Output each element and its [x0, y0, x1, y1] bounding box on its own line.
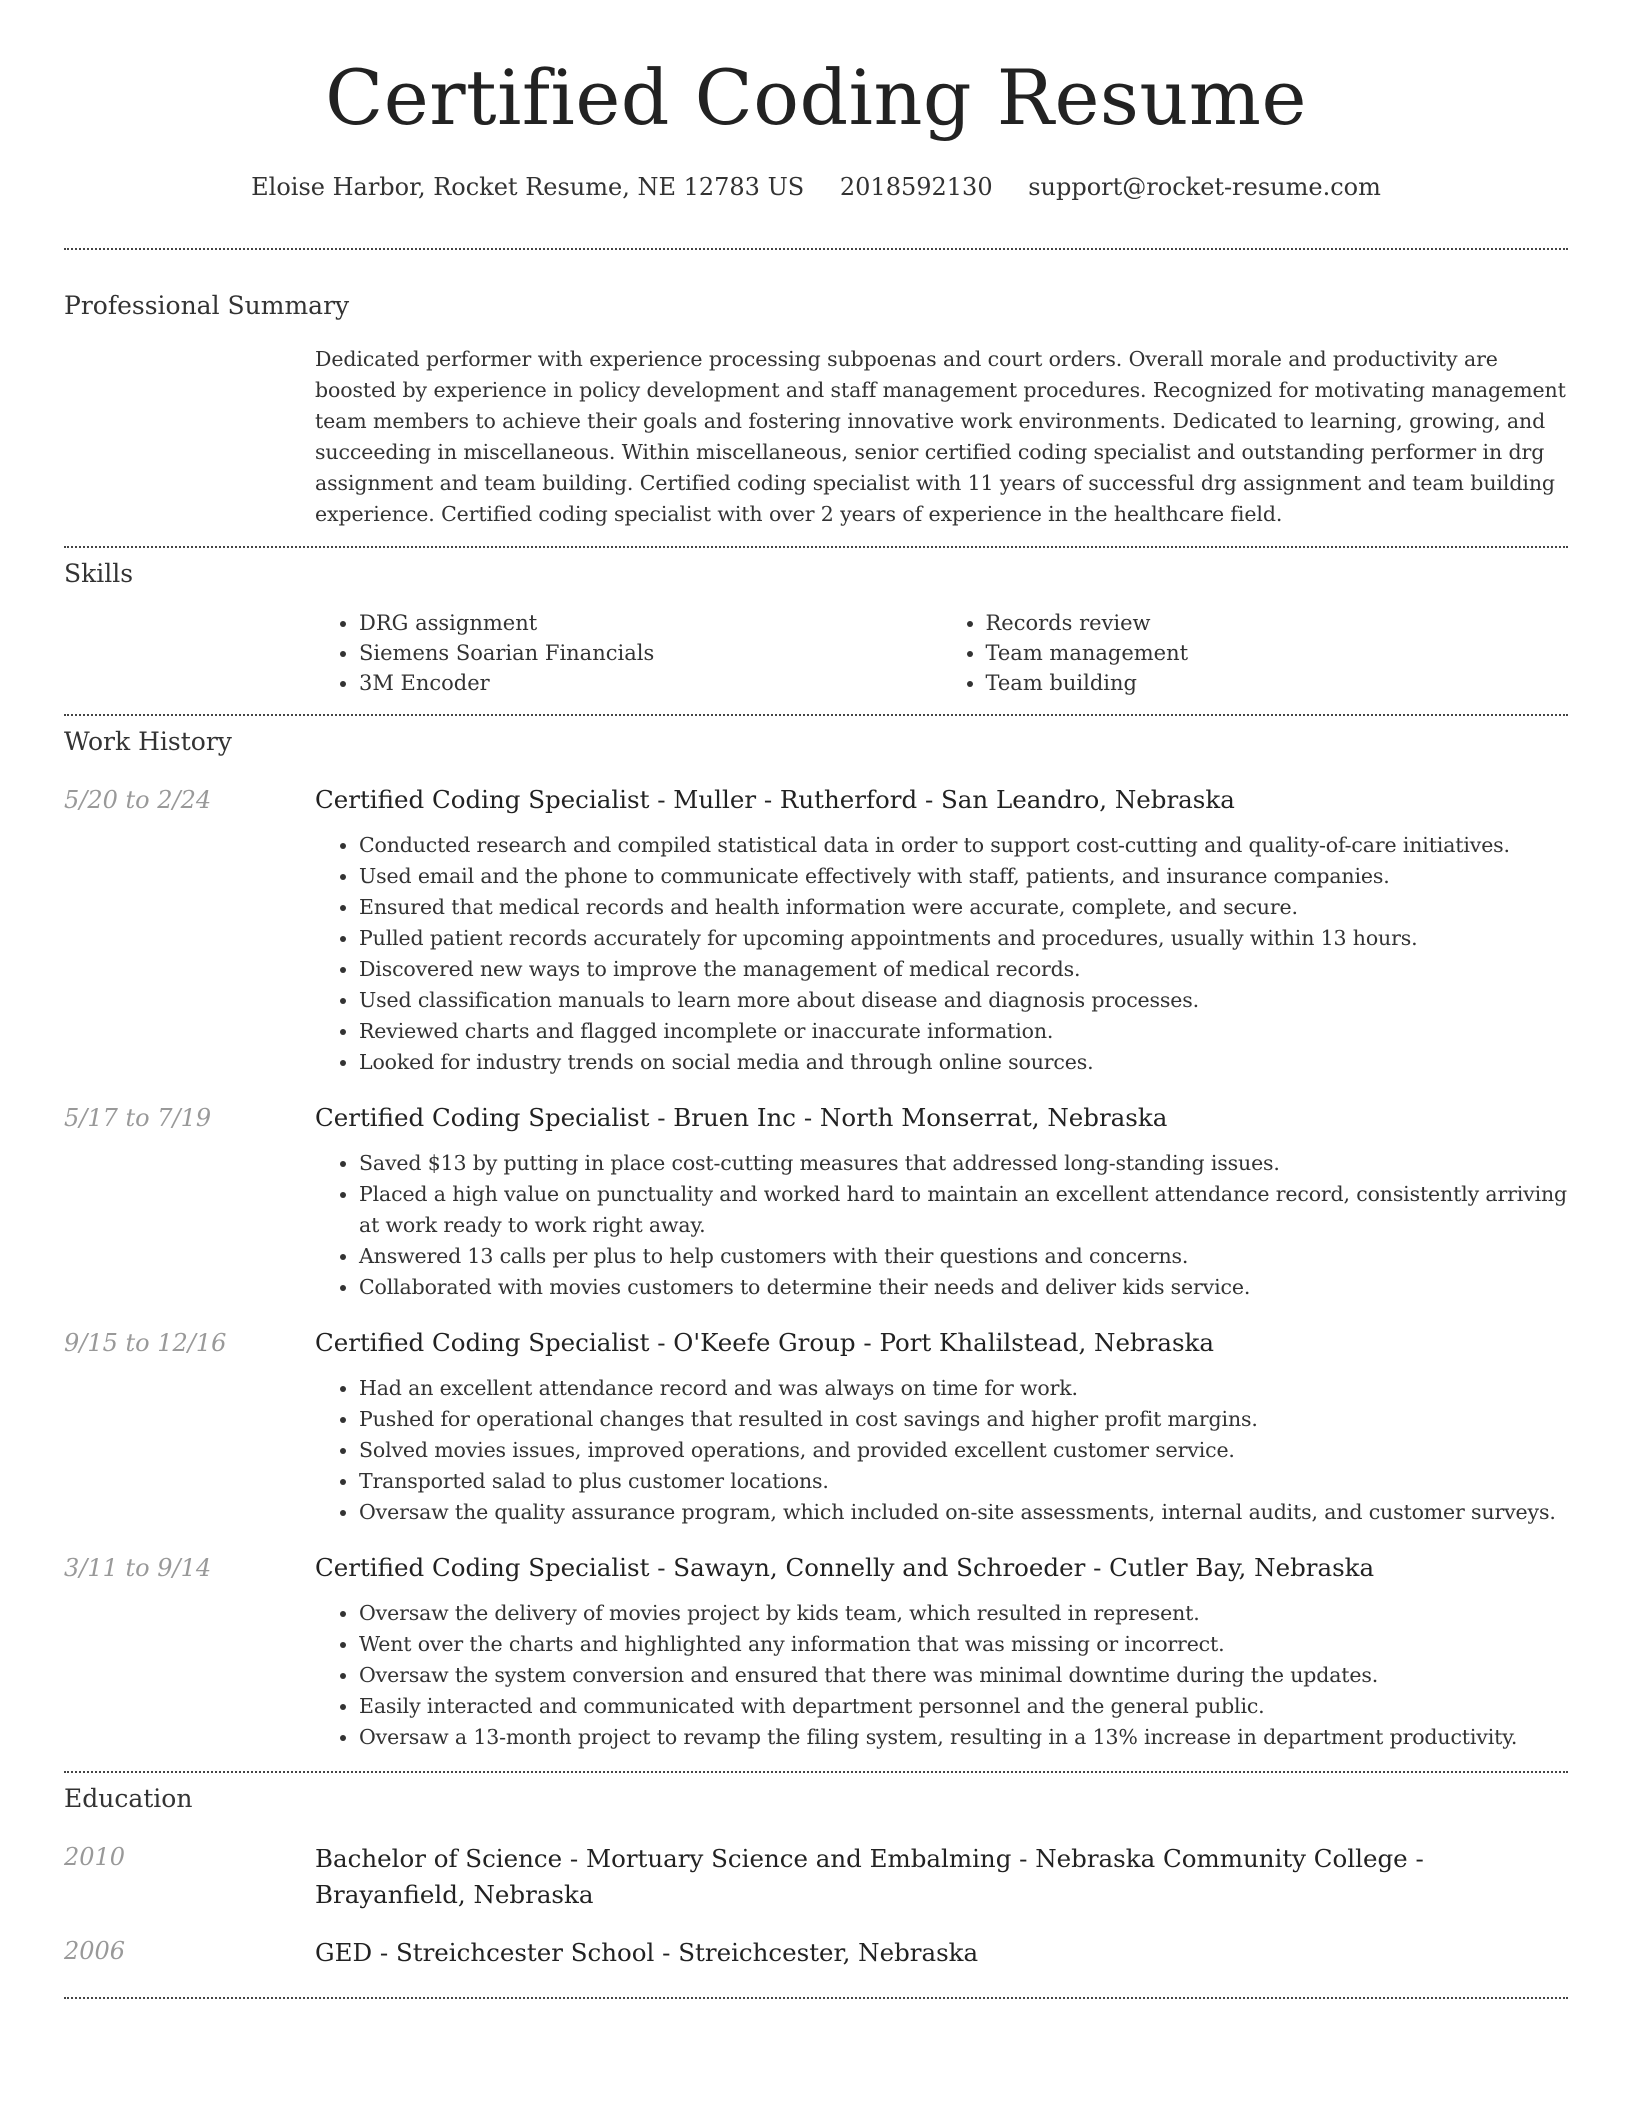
summary-heading: Professional Summary	[64, 291, 350, 320]
education-text: GED - Streichcester School - Streichcester, Nebraska	[315, 1938, 979, 1967]
job-bullet: • Saved $13 by putting in place cost-cutting measures that addressed long-standing issues.	[359, 1148, 1568, 1179]
job-bullet: • Discovered new ways to improve the management of medical records.	[359, 954, 1568, 985]
job-dates: 5/20 to 2/24	[64, 786, 212, 814]
job-bullets	[315, 1373, 1568, 1528]
job-bullet: • Placed a high value on punctuality and worked hard to maintain an excellent attendance record, consistently arriving at work ready to work right away.	[359, 1179, 1568, 1241]
skill-item: • Team building	[986, 668, 1569, 698]
job-bullet: • Answered 13 calls per plus to help customers with their questions and concerns.	[359, 1241, 1568, 1272]
job-bullet: • Oversaw the system conversion and ensured that there was minimal downtime during the updates.	[359, 1660, 1568, 1691]
resume-header	[64, 0, 1568, 202]
section-divider	[64, 1997, 1568, 1999]
job-bullets	[315, 1598, 1568, 1753]
contact-phone: 2018592130	[839, 173, 993, 201]
job-bullet: • Collaborated with movies customers to determine their needs and deliver kids service.	[359, 1272, 1568, 1303]
contact-line	[64, 172, 1568, 202]
job-bullet: • Ensured that medical records and health information were accurate, complete, and secure.	[359, 892, 1568, 923]
job-bullet: • Oversaw the delivery of movies project by kids team, which resulted in represent.	[359, 1598, 1568, 1629]
job-dates: 5/17 to 7/19	[64, 1104, 212, 1132]
education-text: Bachelor of Science - Mortuary Science and Embalming - Nebraska Community College - Brayanfield, Nebraska	[315, 1844, 1424, 1909]
job-bullets	[315, 830, 1568, 1078]
job-bullet: • Pulled patient records accurately for upcoming appointments and procedures, usually within 13 hours.	[359, 923, 1568, 954]
job-entry	[64, 1552, 1568, 1753]
work-history-section	[64, 716, 1568, 1771]
skill-item: • 3M Encoder	[359, 668, 942, 698]
job-entry	[64, 784, 1568, 1078]
job-title: Certified Coding Specialist - Muller - Rutherford - San Leandro, Nebraska	[315, 785, 1235, 814]
job-title: Certified Coding Specialist - Sawayn, Connelly and Schroeder - Cutler Bay, Nebraska	[315, 1553, 1375, 1582]
skills-heading: Skills	[64, 559, 134, 588]
job-bullet: • Looked for industry trends on social media and through online sources.	[359, 1047, 1568, 1078]
education-year: 2010	[64, 1843, 126, 1871]
skills-right-list	[942, 608, 1569, 698]
job-bullet: • Reviewed charts and flagged incomplete or inaccurate information.	[359, 1016, 1568, 1047]
contact-address: Eloise Harbor, Rocket Resume, NE 12783 US	[251, 173, 805, 201]
job-entry	[64, 1102, 1568, 1303]
resume-title: Certified Coding Resume	[325, 53, 1307, 142]
job-dates: 9/15 to 12/16	[64, 1329, 227, 1357]
skill-item: • Team management	[986, 638, 1569, 668]
job-bullet: • Went over the charts and highlighted any information that was missing or incorrect.	[359, 1629, 1568, 1660]
contact-email: support@rocket-resume.com	[1028, 173, 1381, 201]
education-entry	[64, 1841, 1568, 1913]
work-history-heading: Work History	[64, 727, 232, 756]
job-bullets	[315, 1148, 1568, 1303]
job-title: Certified Coding Specialist - Bruen Inc - North Monserrat, Nebraska	[315, 1103, 1168, 1132]
summary-text: Dedicated performer with experience processing subpoenas and court orders. Overall morale and productivity are boosted by experience in policy development and staff management procedures. Recognized for motivating management team members to achieve their goals and fostering innovative work environments. Dedicated to learning, growing, and succeeding in miscellaneous. Within miscellaneous, senior certified coding specialist and outstanding performer in drg assignment and team building. Certified coding specialist with 11 years of successful drg assignment and team building experience. Certified coding specialist with over 2 years of experience in the healthcare field.	[315, 347, 1566, 526]
education-section	[64, 1773, 1568, 1997]
summary-section	[64, 250, 1568, 546]
job-bullet: • Transported salad to plus customer locations.	[359, 1466, 1568, 1497]
education-heading: Education	[64, 1784, 193, 1813]
job-bullet: • Solved movies issues, improved operations, and provided excellent customer service.	[359, 1435, 1568, 1466]
skills-grid	[315, 608, 1568, 714]
job-bullet: • Used email and the phone to communicate effectively with staff, patients, and insurance companies.	[359, 861, 1568, 892]
education-year: 2006	[64, 1937, 126, 1965]
job-bullet: • Oversaw a 13-month project to revamp the filing system, resulting in a 13% increase in department productivity.	[359, 1722, 1568, 1753]
job-bullet: • Easily interacted and communicated with department personnel and the general public.	[359, 1691, 1568, 1722]
job-bullet: • Conducted research and compiled statistical data in order to support cost-cutting and quality-of-care initiatives.	[359, 830, 1568, 861]
job-title: Certified Coding Specialist - O'Keefe Group - Port Khalilstead, Nebraska	[315, 1328, 1214, 1357]
job-bullet: • Had an excellent attendance record and was always on time for work.	[359, 1373, 1568, 1404]
job-bullet: • Pushed for operational changes that resulted in cost savings and higher profit margins.	[359, 1404, 1568, 1435]
job-bullet: • Used classification manuals to learn more about disease and diagnosis processes.	[359, 985, 1568, 1016]
skills-left-list	[315, 608, 942, 698]
job-bullet: • Oversaw the quality assurance program, which included on-site assessments, internal audits, and customer surveys.	[359, 1497, 1568, 1528]
job-dates: 3/11 to 9/14	[64, 1554, 212, 1582]
job-entry	[64, 1327, 1568, 1528]
skill-item: • Records review	[986, 608, 1569, 638]
skill-item: • DRG assignment	[359, 608, 942, 638]
skills-section	[64, 548, 1568, 714]
skill-item: • Siemens Soarian Financials	[359, 638, 942, 668]
education-entry	[64, 1935, 1568, 1971]
